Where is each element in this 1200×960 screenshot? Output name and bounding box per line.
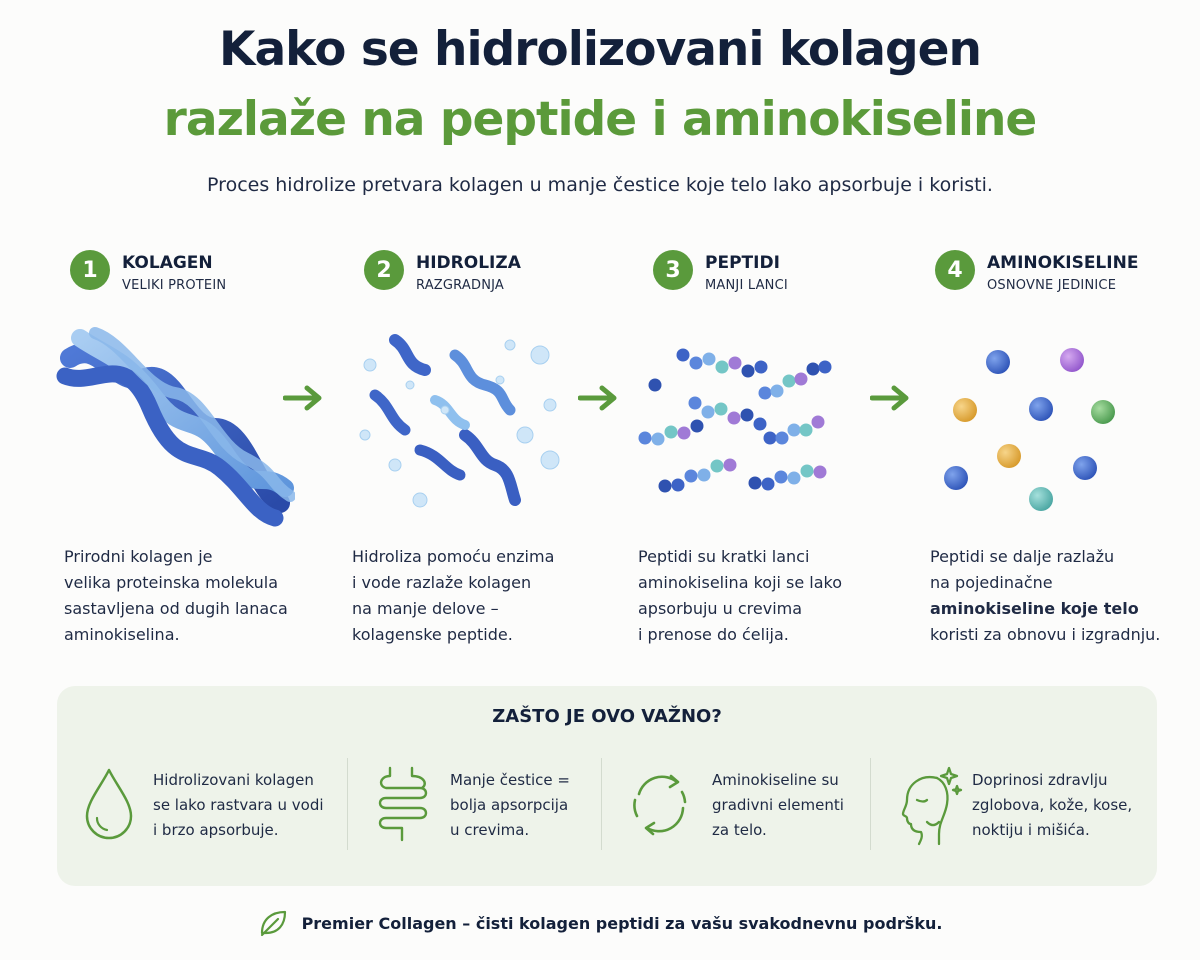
divider (870, 758, 871, 850)
benefit-line: i brzo apsorbuje. (153, 821, 279, 839)
leaf-icon (258, 909, 288, 937)
arrow-right-icon (870, 384, 914, 412)
benefit-line: se lako rastvara u vodi (153, 796, 324, 814)
face-sparkle-icon (897, 764, 963, 848)
benefit-line: Aminokiseline su (712, 771, 839, 789)
page-title-line-1: Kako se hidrolizovani kolagen (219, 22, 981, 77)
step-description (352, 544, 554, 648)
step-title: PEPTIDI (705, 253, 780, 273)
description-line: i prenose do ćelija. (638, 625, 789, 644)
benefit-line: Hidrolizovani kolagen (153, 771, 314, 789)
benefit-line: u crevima. (450, 821, 530, 839)
description-line: na pojedinačne (930, 573, 1053, 592)
description-line: aminokiselina. (64, 625, 180, 644)
divider (347, 758, 348, 850)
description-line: Peptidi su kratki lanci (638, 547, 810, 566)
description-line: koristi za obnovu i izgradnju. (930, 625, 1161, 644)
peptide-chains-icon (635, 340, 850, 505)
intestine-icon (372, 764, 434, 844)
footer-text: Premier Collagen – čisti kolagen peptidi za vašu svakodnevnu podršku. (301, 913, 943, 933)
description-line: sastavljena od dugih lanaca (64, 599, 288, 618)
benefit-text (450, 768, 570, 843)
description-line: Peptidi se dalje razlažu (930, 547, 1115, 566)
benefit-line: Doprinosi zdravlju (972, 771, 1108, 789)
benefit-line: bolja apsorpcija (450, 796, 569, 814)
panel-title: ZAŠTO JE OVO VAŽNO? (492, 706, 722, 727)
step-title: AMINOKISELINE (987, 253, 1139, 273)
step-number-badge: 2 (364, 250, 404, 290)
description-line: aminokiselina koji se lako (638, 573, 843, 592)
benefit-line: zglobova, kože, kose, (972, 796, 1133, 814)
benefit-text (153, 768, 324, 843)
page-subtitle: Proces hidrolize pretvara kolagen u manje čestice koje telo lako apsorbuje i koristi. (207, 174, 993, 196)
why-important-panel (57, 686, 1157, 886)
description-line: Hidroliza pomoću enzima (352, 547, 555, 566)
step-subtitle: MANJI LANCI (705, 278, 788, 293)
collagen-helix-icon (55, 318, 295, 533)
footer (0, 908, 1200, 938)
page-title-line-2: razlaže na peptide i aminokiseline (163, 92, 1037, 147)
description-line: kolagenske peptide. (352, 625, 513, 644)
description-line: Prirodni kolagen je (64, 547, 213, 566)
benefit-line: Manje čestice = (450, 771, 570, 789)
benefit-text (972, 768, 1132, 843)
recycle-arrows-icon (627, 764, 693, 844)
description-line: apsorbuju u crevima (638, 599, 803, 618)
benefit-line: gradivni elementi (712, 796, 844, 814)
step-subtitle: RAZGRADNJA (416, 278, 505, 293)
step-description (638, 544, 842, 648)
step-title: HIDROLIZA (416, 253, 521, 273)
step-number-badge: 1 (70, 250, 110, 290)
arrow-right-icon (578, 384, 622, 412)
step-subtitle: VELIKI PROTEIN (122, 278, 227, 293)
description-line: velika proteinska molekula (64, 573, 278, 592)
benefit-line: noktiju i mišića. (972, 821, 1090, 839)
amino-acids-icon (935, 340, 1125, 520)
step-title: KOLAGEN (122, 253, 213, 273)
step-number-badge: 3 (653, 250, 693, 290)
description-line: na manje delove – (352, 599, 499, 618)
description-line: i vode razlaže kolagen (352, 573, 532, 592)
step-number-badge: 4 (935, 250, 975, 290)
step-subtitle: OSNOVNE JEDINICE (987, 278, 1117, 293)
benefit-text (712, 768, 844, 843)
step-description (930, 544, 1160, 648)
divider (601, 758, 602, 850)
description-line-emphasis: aminokiseline koje telo (930, 599, 1139, 618)
step-description (64, 544, 288, 648)
hydrolysis-fragments-icon (350, 325, 570, 515)
benefit-line: za telo. (712, 821, 767, 839)
arrow-right-icon (283, 384, 327, 412)
water-drop-icon (79, 764, 139, 844)
